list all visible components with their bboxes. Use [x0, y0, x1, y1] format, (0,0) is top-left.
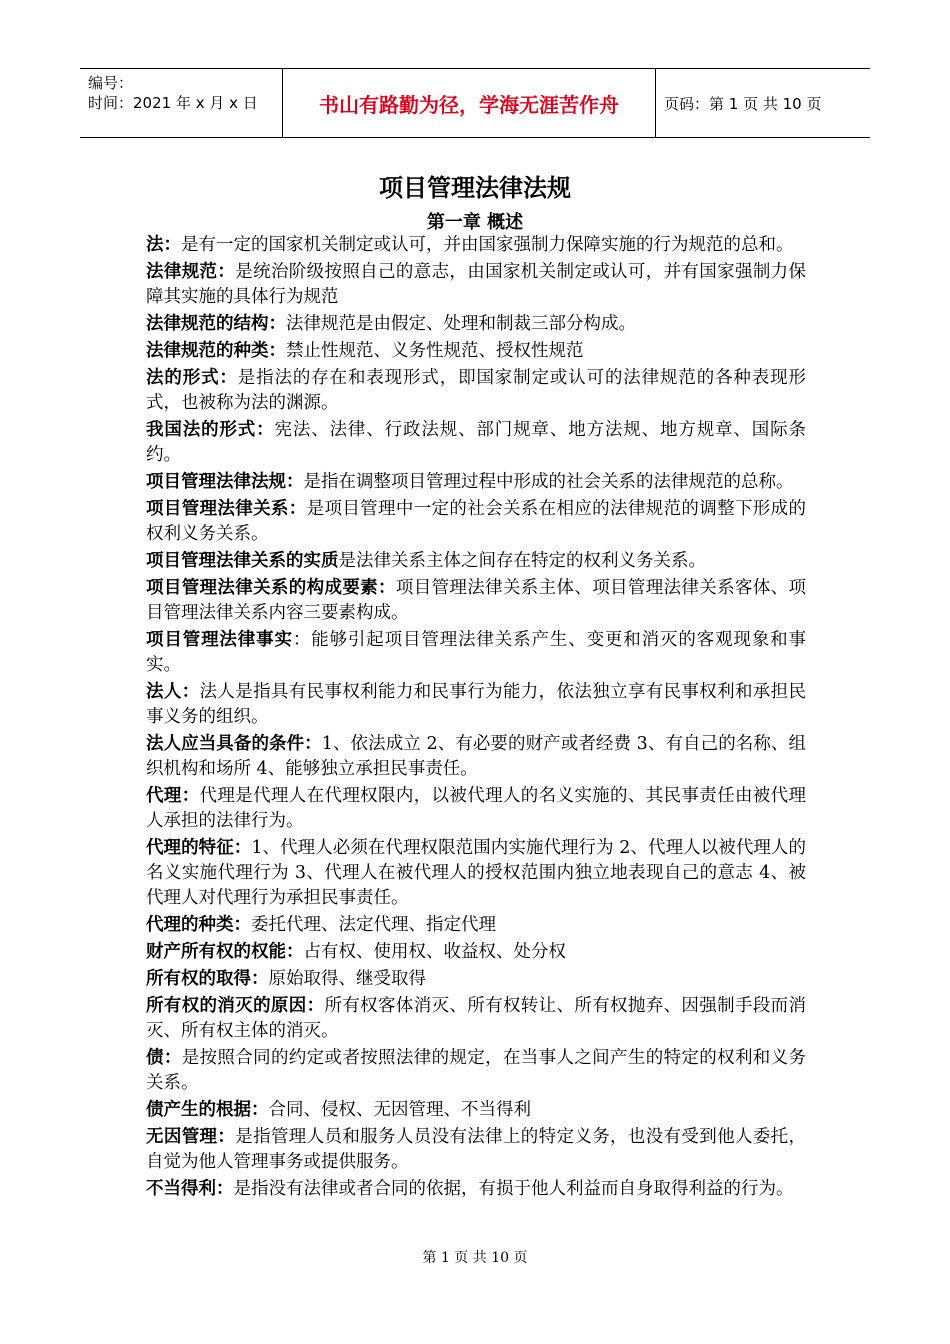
definition-term: 项目管理法律事实	[146, 630, 293, 650]
definition-text: 是项目管理中一定的社会关系在相应的法律规范的调整下形成的权利义务关系。	[146, 499, 806, 544]
definition-term: 法人应当具备的条件：	[146, 734, 322, 754]
definition-term: 所有权的取得：	[146, 969, 269, 989]
definition-term: 代理：	[146, 786, 200, 806]
definition-paragraph	[146, 1046, 806, 1096]
definition-text: 原始取得、继受取得	[268, 969, 426, 989]
definition-paragraph	[146, 549, 806, 574]
definition-paragraph	[146, 1098, 806, 1123]
definition-text: 委托代理、法定代理、指定代理	[251, 915, 496, 935]
definition-term: 债产生的根据：	[146, 1100, 269, 1120]
header-meta	[80, 69, 283, 137]
definition-text: 是指法的存在和表现形式，即国家制定或认可的法律规范的各种表现形式，也被称为法的渊源。	[146, 368, 807, 413]
definition-text: 法律规范是由假定、处理和制裁三部分构成。	[286, 314, 636, 334]
definition-paragraph	[146, 260, 806, 310]
definition-text: 是指没有法律或者合同的依据，有损于他人利益而自身取得利益的行为。	[233, 1179, 794, 1199]
definition-text: 占有权、使用权、收益权、处分权	[303, 942, 566, 962]
definition-paragraph	[146, 732, 806, 782]
definition-term: 法律规范的种类：	[146, 341, 286, 361]
definition-paragraph	[146, 628, 806, 678]
definition-text: 禁止性规范、义务性规范、授权性规范	[286, 341, 584, 361]
definition-term: 代理的特征：	[146, 838, 252, 858]
definition-term: 代理的种类：	[146, 915, 251, 935]
page-footer: 第 1 页 共 10 页	[422, 1250, 528, 1266]
definition-term: 法：	[146, 235, 181, 255]
definition-text: 合同、侵权、无因管理、不当得利	[268, 1100, 531, 1120]
definition-paragraph	[146, 1177, 806, 1202]
definition-text: 是法律关系主体之间存在特定的权利义务关系。	[338, 551, 706, 571]
definition-paragraph	[146, 233, 806, 258]
definition-text: 是按照合同的约定或者按照法律的规定，在当事人之间产生的特定的权利和义务关系。	[146, 1048, 807, 1093]
definition-term: 项目管理法律关系的实质	[146, 551, 339, 571]
definition-paragraph	[146, 1125, 806, 1175]
definition-paragraph	[146, 967, 806, 992]
definition-text: 是指管理人员和服务人员没有法律上的特定义务，也没有受到他人委托，自觉为他人管理事务或提供服务。	[146, 1127, 807, 1172]
definition-text: 代理是代理人在代理权限内，以被代理人的名义实施的、其民事责任由被代理人承担的法律行为。	[146, 786, 807, 831]
header-motto: 书山有路勤为径，学海无涯苦作舟	[283, 69, 656, 137]
definition-term: 不当得利：	[146, 1179, 234, 1199]
definition-paragraph	[146, 836, 806, 911]
definition-paragraph	[146, 470, 806, 495]
definition-text: 1、代理人必须在代理权限范围内实施代理行为 2、代理人以被代理人的名义实施代理行为 3、代理人在被代理人的授权范围内独立地表现自己的意志 4、被代理人对代理行为承担民事责任。	[146, 838, 806, 908]
definition-text: 1、依法成立 2、有必要的财产或者经费 3、有自己的名称、组织机构和场所 4、能够独立承担民事责任。	[146, 734, 806, 779]
definition-paragraph	[146, 913, 806, 938]
definition-text: 是统治阶级按照自己的意志，由国家机关制定或认可，并有国家强制力保障其实施的具体行为规范	[146, 262, 807, 307]
chapter-heading: 第一章 概述	[426, 212, 524, 233]
definition-term: 债：	[146, 1048, 182, 1068]
definition-paragraph	[146, 418, 806, 468]
definition-paragraph	[146, 940, 806, 965]
definition-term: 法律规范的结构：	[146, 314, 286, 334]
definition-paragraph	[146, 366, 806, 416]
definition-text: 所有权客体消灭、所有权转让、所有权抛弃、因强制手段而消灭、所有权主体的消灭。	[146, 996, 807, 1041]
definition-term: 法的形式：	[146, 368, 238, 388]
page-header	[80, 68, 870, 138]
definition-term: 无因管理：	[146, 1127, 236, 1147]
document-code-label: 编号：	[88, 74, 134, 92]
definition-term: 法人：	[146, 682, 200, 702]
definition-paragraph	[146, 339, 806, 364]
definition-term: 财产所有权的权能：	[146, 942, 304, 962]
header-page-info: 页码：第 1 页 共 10 页	[664, 94, 822, 113]
definition-paragraph	[146, 784, 806, 834]
definition-paragraph	[146, 312, 806, 337]
definition-term: 法律规范：	[146, 262, 236, 282]
definition-term: 项目管理法律关系：	[146, 499, 307, 519]
definition-term: 我国法的形式：	[146, 420, 275, 440]
definition-paragraph	[146, 497, 806, 547]
definition-text: 项目管理法律关系主体、项目管理法律关系客体、项目管理法律关系内容三要素构成。	[146, 578, 807, 623]
definition-term: 项目管理法律关系的构成要素：	[146, 578, 396, 598]
definition-text: 是有一定的国家机关制定或认可，并由国家强制力保障实施的行为规范的总和。	[181, 235, 794, 255]
definition-text: 法人是指具有民事权利能力和民事行为能力，依法独立享有民事权利和承担民事义务的组织。	[146, 682, 807, 727]
definition-term: 所有权的消灭的原因：	[146, 996, 325, 1016]
definition-text: ：能够引起项目管理法律关系产生、变更和消灭的客观现象和事实。	[146, 630, 807, 675]
document-title: 项目管理法律法规	[379, 174, 571, 202]
definition-text: 是指在调整项目管理过程中形成的社会关系的法律规范的总称。	[303, 472, 794, 492]
definition-paragraph	[146, 576, 806, 626]
document-body	[146, 233, 806, 1204]
definition-term: 项目管理法律法规：	[146, 472, 304, 492]
document-date: 时间：2021 年 x 月 x 日	[88, 94, 258, 112]
definition-text: 宪法、法律、行政法规、部门规章、地方法规、地方规章、国际条约。	[146, 420, 806, 465]
definition-paragraph	[146, 994, 806, 1044]
definition-paragraph	[146, 680, 806, 730]
